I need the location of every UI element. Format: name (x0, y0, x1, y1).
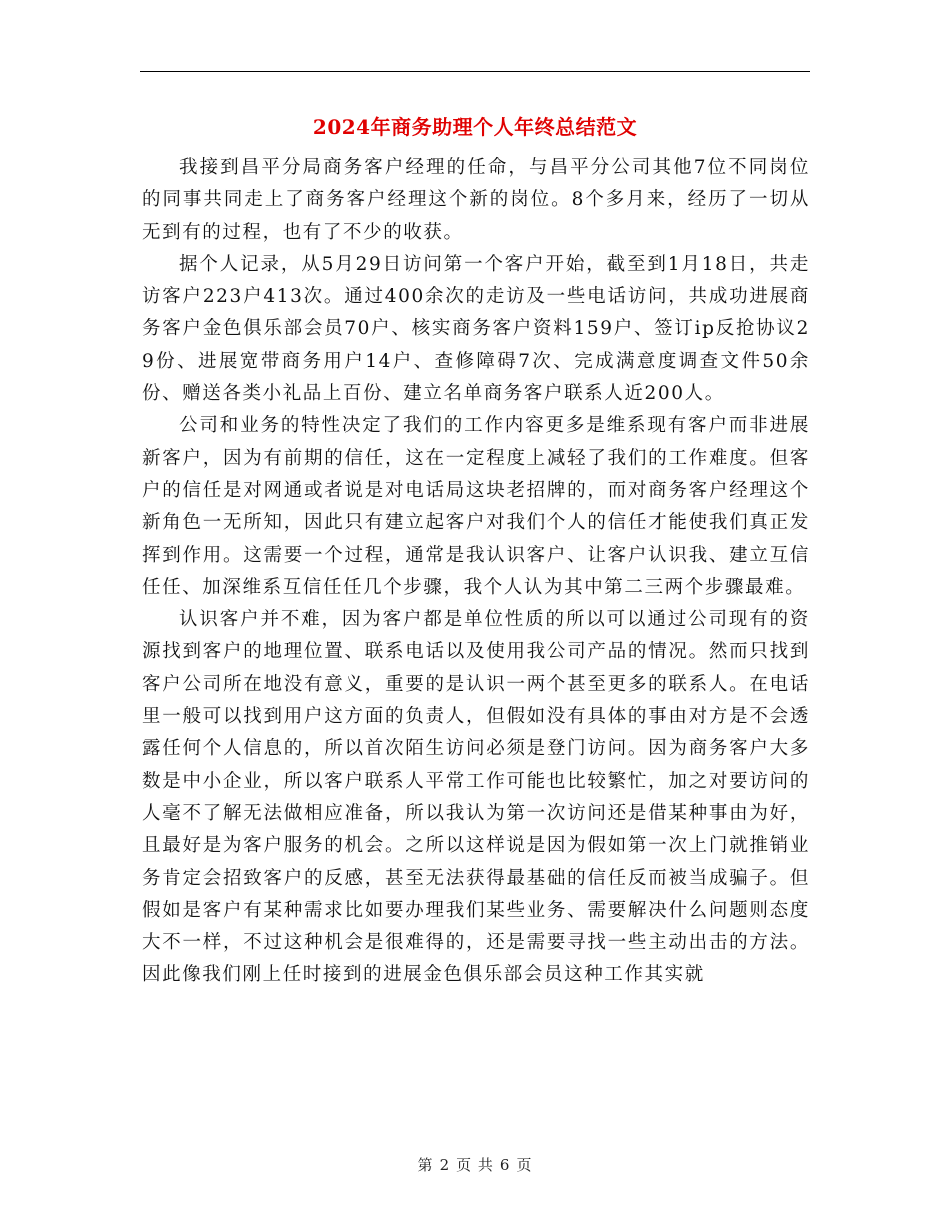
footer-total-pages: 6 (499, 1156, 511, 1174)
paragraph-2: 据个人记录，从5月29日访问第一个客户开始，截至到1月18日，共走访客户223户413次。通过400余次的走访及一些电话访问，共成功进展商务客户金色俱乐部会员70户、核实商务客户资料159户、签订ip反抢协议29份、进展宽带商务用户14户、查修障碍7次、完成满意度调查文件50余份、赠送各类小礼品上百份、建立名单商务客户联系人近200人。 (142, 253, 810, 405)
document-body (142, 152, 810, 992)
header-rule (140, 71, 810, 72)
document-title: 2024年商务助理个人年终总结范文 (312, 115, 638, 139)
page-footer (0, 1154, 950, 1175)
paragraph-1: 我接到昌平分局商务客户经理的任命，与昌平分公司其他7位不同岗位的同事共同走上了商务客户经理这个新的岗位。8个多月来，经历了一切从无到有的过程，也有了不少的收获。 (142, 157, 810, 243)
paragraph-4: 认识客户并不难，因为客户都是单位性质的所以可以通过公司现有的资源找到客户的地理位置、联系电话以及使用我公司产品的情况。然而只找到客户公司所在地没有意义，重要的是认识一两个甚至更多的联系人。在电话里一般可以找到用户这方面的负责人，但假如没有具体的事由对方是不会透露任何个人信息的，所以首次陌生访问必须是登门访问。因为商务客户大多数是中小企业，所以客户联系人平常工作可能也比较繁忙，加之对要访问的人毫不了解无法做相应准备，所以我认为第一次访问还是借某种事由为好，且最好是为客户服务的机会。之所以这样说是因为假如第一次上门就推销业务肯定会招致客户的反感，甚至无法获得最基础的信任反而被当成骗子。但假如是客户有某种需求比如要办理我们某些业务、需要解决什么问题则态度大不一样，不过这种机会是很难得的，还是需要寻找一些主动出击的方法。因此像我们刚上任时接到的进展金色俱乐部会员这种工作其实就 (142, 609, 810, 986)
footer-label-page: 第 (417, 1156, 434, 1174)
footer-current-page: 2 (439, 1156, 451, 1174)
footer-label-end: 页 (516, 1156, 533, 1174)
footer-label-of: 页 共 (456, 1156, 494, 1174)
paragraph-3: 公司和业务的特性决定了我们的工作内容更多是维系现有客户而非进展新客户，因为有前期的信任，这在一定程度上减轻了我们的工作难度。但客户的信任是对网通或者说是对电话局这块老招牌的，而对商务客户经理这个新角色一无所知，因此只有建立起客户对我们个人的信任才能使我们真正发挥到作用。这需要一个过程，通常是我认识客户、让客户认识我、建立互信任任、加深维系互信任任几个步骤，我个人认为其中第二三两个步骤最难。 (142, 415, 810, 598)
